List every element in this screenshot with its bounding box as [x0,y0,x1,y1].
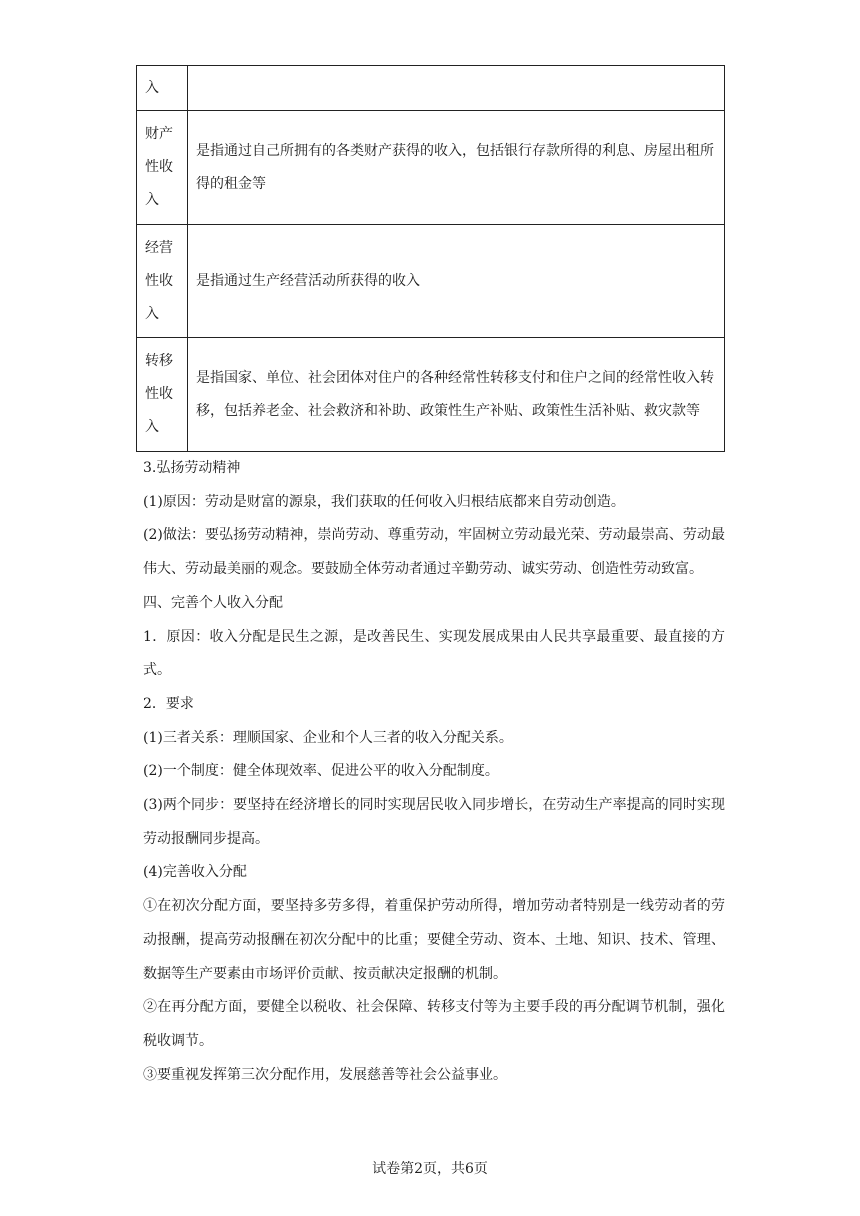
income-type-description: 是指通过自己所拥有的各类财产获得的收入，包括银行存款所得的利息、房屋出租所得的租金等 [188,111,725,225]
income-type-table [136,65,725,452]
income-type-label: 转移性收入 [137,338,188,452]
paragraph: 1．原因：收入分配是民生之源，是改善民生、实现发展成果由人民共享最重要、最直接的方式。 [143,628,725,679]
table-row [137,225,725,338]
income-type-label: 财产性收入 [137,111,188,225]
income-type-label: 入 [137,66,188,111]
paragraph: ①在初次分配方面，要坚持多劳多得，着重保护劳动所得，增加劳动者特别是一线劳动者的劳动报酬，提高劳动报酬在初次分配中的比重；要健全劳动、资本、土地、知识、技术、管理、数据等生产要素由市场评价贡献、按贡献决定报酬的机制。 [143,898,725,982]
page-footer: 试卷第2页，共6页 [372,1161,488,1177]
paragraph: (2)做法：要弘扬劳动精神，崇尚劳动、尊重劳动，牢固树立劳动最光荣、劳动最崇高、劳动最伟大、劳动最美丽的观念。要鼓励全体劳动者通过辛勤劳动、诚实劳动、创造性劳动致富。 [143,527,725,578]
paragraph: (3)两个同步：要坚持在经济增长的同时实现居民收入同步增长，在劳动生产率提高的同时实现劳动报酬同步提高。 [143,797,725,847]
table-row [137,111,725,225]
paragraph: (1)原因：劳动是财富的源泉，我们获取的任何收入归根结底都来自劳动创造。 [143,493,625,510]
income-type-label: 经营性收入 [137,225,188,338]
paragraph: (2)一个制度：健全体现效率、促进公平的收入分配制度。 [143,763,499,780]
paragraph: (1)三者关系：理顺国家、企业和个人三者的收入分配关系。 [143,729,513,746]
section-heading: 2．要求 [143,695,194,712]
section-heading: 3.弘扬劳动精神 [143,460,241,476]
income-type-description [188,66,725,111]
body-text [143,452,725,1092]
section-heading: 四、完善个人收入分配 [143,594,283,611]
section-heading: (4)完善收入分配 [143,864,247,881]
paragraph: ②在再分配方面，要健全以税收、社会保障、转移支付等为主要手段的再分配调节机制，强化税收调节。 [143,999,725,1049]
table-row [137,66,725,111]
table-row [137,338,725,452]
income-type-description: 是指通过生产经营活动所获得的收入 [188,225,725,338]
income-type-description: 是指国家、单位、社会团体对住户的各种经常性转移支付和住户之间的经常性收入转移，包括养老金、社会救济和补助、政策性生产补贴、政策性生活补贴、救灾款等 [188,338,725,452]
paragraph: ③要重视发挥第三次分配作用，发展慈善等社会公益事业。 [143,1066,507,1083]
